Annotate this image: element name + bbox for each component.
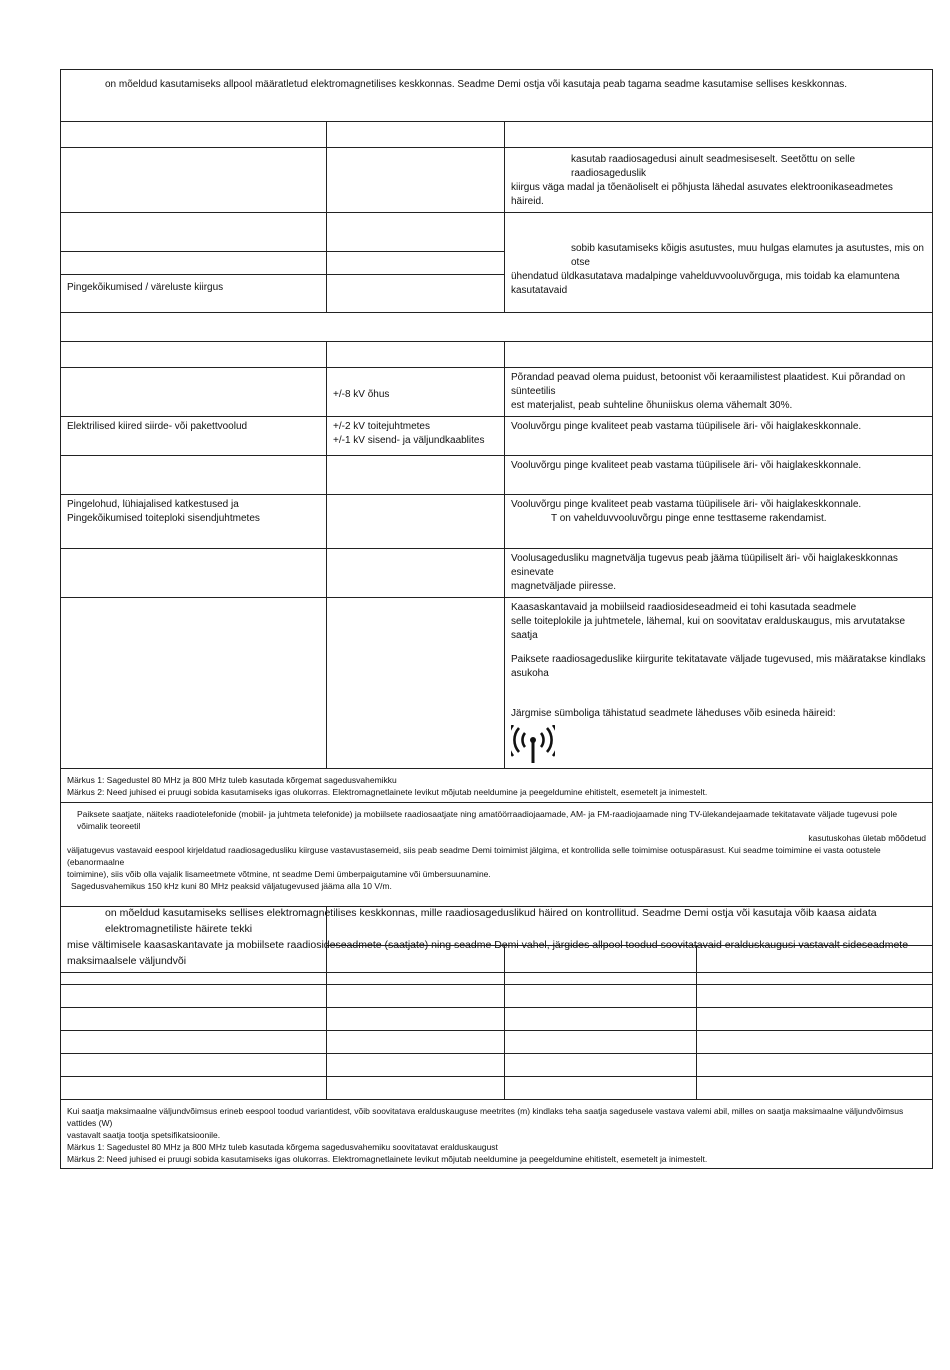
eft-level: +/-2 kV toitejuhtmetes +/-1 kV sisend- ja väljundkaablites (327, 417, 505, 456)
rf-immunity-env-text: Kaasaskantavaid ja mobiilseid raadiosideseadmeid ei tohi kasutada seadmele selle toiteplokile ja juhtmetele, lähemal, kui on soovitatav eralduskaugus, mis arvutatakse saatja Paiksete raadiosageduslike kiirgurite tekitatavate väljade tugevused, mis määratakse kindlaks asukoha Järgmise sümboliga tähistatud seadmete läheduses võib esineda häireid: (505, 598, 933, 769)
notes: Märkus 1: Sagedustel 80 MHz ja 800 MHz tuleb kasutada kõrgemat sagedusvahemikku Märkus 2: Need juhised ei pruugi sobida kasutamiseks igas olukorras. Elektromagnetlainete levikut mõjutab neeldumine ja peegeldumine ehitistelt, esemetelt ja inimestelt. (61, 769, 933, 803)
table-row (61, 417, 933, 456)
dips-label: Pingelohud, lühiajalised katkestused ja Pingekõikumised toiteploki sisendjuhtmetes (61, 495, 327, 549)
table-row (61, 148, 933, 213)
eft-label: Elektrilised kiired siirde- või pakettvoolud (61, 417, 327, 456)
notes: Kui saatja maksimaalne väljundvõimsus erineb eespool toodud variantidest, võib soovitatava eralduskauguse meetrites (m) kindlaks teha saatja sagedusele vastava valemi abil, milles on saatja maksimaalne väljundvõimsus vattides (W) vastavalt saatja tootja spetsifikatsioonile. Märkus 1: Sagedustel 80 MHz ja 800 MHz tuleb kasutada kõrgema sagedusvahemiku soovitatavat eralduskaugust Märkus 2: Need juhised ei pruugi sobida kasutamiseks igas olukorras. Elektromagnetlainete levikut mõjutab neeldumine ja peegeldumine ehitistelt, esemetelt ja inimestelt. (61, 1100, 933, 1169)
eft-env-text: Vooluvõrgu pinge kvaliteet peab vastama tüüpilisele äri- või haiglakeskkonnale. (505, 417, 933, 456)
suitable-text: sobib kasutamiseks kõigis asutustes, muu hulgas elamutes ja asutustes, mis on otse ühendatud üldkasutatava madalpinge vahelduvvooluvõrguga, mis toidab ka elamuntena kasutatavaid (505, 213, 933, 313)
separation-distance-table (60, 906, 933, 1169)
table-row (61, 313, 933, 342)
table-row (61, 1054, 933, 1077)
table-row (61, 495, 933, 549)
table-row (61, 598, 933, 769)
esd-env-text: Põrandad peavad olema puidust, betoonist või keraamilistest plaatidest. Kui põrandad on sünteetilis est materjalist, peab suhteline õhuniiskus olema vähemalt 30%. (505, 368, 933, 417)
table-row (61, 1008, 933, 1031)
table-row (61, 907, 933, 946)
table-row (61, 456, 933, 495)
dips-env-text: Vooluvõrgu pinge kvaliteet peab vastama tüüpilisele äri- või haiglakeskkonnale. T on vahelduvvooluvõrgu pinge enne testtaseme rakendamist. (505, 495, 933, 549)
surge-env-text: Vooluvõrgu pinge kvaliteet peab vastama tüüpilisele äri- või haiglakeskkonnale. (505, 456, 933, 495)
table-row (61, 1077, 933, 1100)
intro-text: on mõeldud kasutamiseks allpool määratletud elektromagnetilises keskkonnas. Seadme Demi ostja või kasutaja peab tagama seadme kasutamise sellises keskkonnas. (61, 70, 933, 122)
table-row (61, 985, 933, 1008)
magnetic-env-text: Voolusagedusliku magnetvälja tugevus peab jääma tüüpiliselt äri- või haiglakeskkonnas esinevate magnetväljade piiresse. (505, 549, 933, 598)
table-row (61, 1031, 933, 1054)
emc-table (60, 69, 933, 973)
table-row (61, 213, 933, 252)
flicker-label: Pingekõikumised / väreluste kiirgus (61, 275, 327, 313)
table-row (61, 342, 933, 368)
esd-level: +/-8 kV õhus (327, 368, 505, 417)
table-row (61, 368, 933, 417)
rf-internal-text: kasutab raadiosagedusi ainult seadmesiseselt. Seetõttu on selle raadiosageduslik kiirgus väga madal ja tõenäoliselt ei põhjusta lähedal asuvates elektroonikaseadmetes häireid. (505, 148, 933, 213)
table-row (61, 1100, 933, 1169)
table-row (61, 70, 933, 122)
non-ionizing-radiation-icon (511, 725, 555, 765)
table-row (61, 122, 933, 148)
footnotes: Paiksete saatjate, näiteks raadiotelefonide (mobiil- ja juhtmeta telefonide) ja mobiilsete raadiosaatjate ning amatöörraadiojaamade, AM- ja FM-raadiojaamade ning TV-ülekandejaamade tekitatavate väljade tugevusi pole võimalik teoreetil kasutuskohas ületab mõõdetud väljatugevus vastavaid eespool kirjeldatud raadiosagedusliku kiirguse vastavustasemeid, siis peab seadme Demi toimimist jälgima, et kontrollida selle toimimise ootuspärasust. Kui seadme toimimine ei vasta ootustele (ebanormaalne toimimine), siis võib olla vajalik lisameetmete võtmine, nt seadme Demi ümberpaigutamine või ümbersuunamine. Sagedusvahemikus 150 kHz kuni 80 MHz peaksid väljatugevused jääma alla 10 V/m. on mõeldud kasutamiseks sellises elektromagnetilises keskkonnas, mille raadiosageduslikud häired on kontrollitud. Seadme Demi ostja või kasutaja võib kaasa aidata elektromagnetiliste häirete tekki mise vältimisele kaasaskantavate ja mobiilsete raadiosideseadmete (saatjate) ning seadme Demi vahel, järgides allpool toodud soovitatavaid eralduskaugusi vastavalt sideseadmete maksimaalsele väljundvõi (61, 803, 933, 973)
table-row (61, 769, 933, 803)
table-row (61, 549, 933, 598)
